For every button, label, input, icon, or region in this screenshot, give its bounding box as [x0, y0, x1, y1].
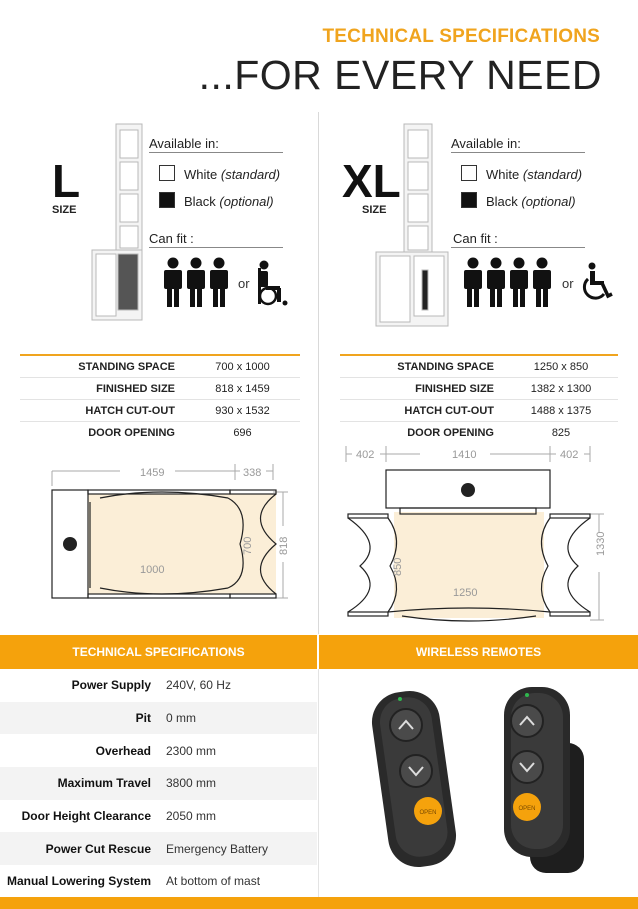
table-row: HATCH CUT-OUT 1488 x 1375	[340, 400, 618, 422]
person-icon	[210, 258, 228, 308]
bottom-divider	[318, 669, 319, 897]
dim-inner-d: 700	[242, 536, 254, 555]
table-row: FINISHED SIZE 1382 x 1300	[340, 378, 618, 400]
person-icon	[464, 258, 482, 308]
available-label-l: Available in:	[149, 136, 219, 151]
or-label-xl: or	[562, 276, 574, 291]
dim-inner-d: 850	[392, 557, 404, 576]
table-row: HATCH CUT-OUT 930 x 1532	[20, 400, 300, 422]
size-word-xl: SIZE	[362, 204, 387, 216]
or-label-l: or	[238, 276, 250, 291]
color-white-l: White (standard)	[184, 167, 281, 182]
table-row: STANDING SPACE 700 x 1000	[20, 356, 300, 378]
persons-icon-xl	[462, 257, 556, 309]
dim-total: 1459	[140, 467, 165, 479]
underline	[451, 247, 585, 248]
black-swatch-l[interactable]	[159, 192, 175, 208]
spec-row: Overhead 2300 mm	[95, 743, 217, 758]
white-swatch-l[interactable]	[159, 165, 175, 181]
specs-list	[0, 669, 317, 898]
person-icon	[487, 258, 505, 308]
remotes-illustration	[370, 683, 600, 883]
color-black-xl: Black (optional)	[486, 194, 576, 209]
page-title: ...FOR EVERY NEED	[198, 52, 602, 98]
lift-l-illustration	[88, 120, 150, 325]
can-fit-label-l: Can fit :	[149, 231, 194, 246]
persons-icon-l	[162, 257, 232, 309]
white-swatch-xl[interactable]	[461, 165, 477, 181]
spec-row: Maximum Travel 3800 mm	[0, 767, 317, 800]
dim-mid: 1410	[452, 449, 477, 461]
footer-bar	[0, 897, 638, 909]
spec-row: Power Supply 240V, 60 Hz	[71, 678, 231, 693]
table-row: STANDING SPACE 1250 x 850	[340, 356, 618, 378]
person-icon	[164, 258, 182, 308]
color-black-l: Black (optional)	[184, 194, 274, 209]
dim-depth: 818	[278, 536, 290, 555]
table-row: DOOR OPENING 696	[88, 426, 252, 439]
floor-plan-xl	[340, 444, 618, 626]
lift-xl-illustration	[372, 120, 452, 330]
table-row: DOOR OPENING 825	[407, 426, 571, 439]
open-label: OPEN	[419, 810, 437, 816]
underline	[149, 247, 283, 248]
wheelchair-attendant-icon	[255, 260, 293, 306]
size-word-l: SIZE	[52, 204, 77, 216]
spec-row: Door Height Clearance 2050 mm	[21, 809, 217, 824]
spec-row: Power Cut Rescue Emergency Battery	[0, 832, 317, 865]
spec-row: Pit 0 mm	[0, 702, 317, 735]
dim-depth: 1330	[595, 531, 607, 556]
column-divider	[318, 112, 319, 634]
available-label-xl: Available in:	[451, 136, 521, 151]
dim-inner-w: 1000	[140, 564, 165, 576]
floor-plan-l	[40, 458, 300, 608]
remotes-header: WIRELESS REMOTES	[319, 635, 638, 669]
remote-with-holder	[504, 687, 584, 873]
header-gap	[317, 635, 319, 669]
dim-inner-w: 1250	[453, 587, 478, 599]
underline	[451, 152, 585, 153]
size-letter-xl: XL	[342, 155, 401, 207]
dims-table-xl	[340, 356, 618, 443]
bottom-section	[0, 635, 638, 909]
underline	[149, 152, 283, 153]
color-white-xl: White (standard)	[486, 167, 583, 182]
wheelchair-icon	[580, 262, 616, 304]
dim-left: 402	[356, 449, 375, 461]
table-row: FINISHED SIZE 818 x 1459	[20, 378, 300, 400]
person-icon	[510, 258, 528, 308]
open-label: OPEN	[518, 806, 536, 812]
specs-header: TECHNICAL SPECIFICATIONS	[0, 635, 317, 669]
person-icon	[187, 258, 205, 308]
spec-row: Manual Lowering System At bottom of mast	[6, 874, 261, 889]
header-kicker: TECHNICAL SPECIFICATIONS	[322, 26, 600, 47]
size-letter-l: L	[52, 155, 81, 207]
black-swatch-xl[interactable]	[461, 192, 477, 208]
can-fit-label-xl: Can fit :	[453, 231, 498, 246]
person-icon	[533, 258, 551, 308]
dims-table-l	[20, 356, 300, 443]
dim-side: 338	[243, 467, 262, 479]
dim-right: 402	[560, 449, 579, 461]
remote-handheld	[370, 687, 460, 871]
